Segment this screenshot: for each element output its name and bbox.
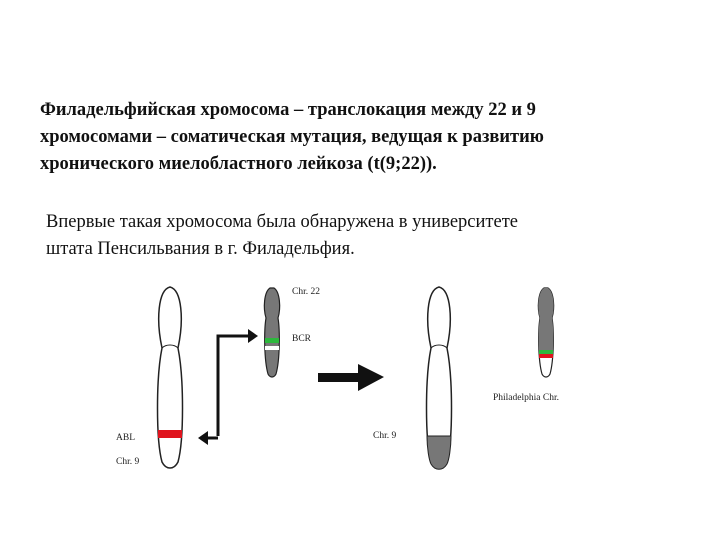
philadelphia-chromosome	[538, 288, 553, 377]
abl-label: ABL	[116, 433, 135, 443]
heading-line-3: хронического миелобластного лейкоза (t(9;22)).	[40, 154, 437, 174]
philadelphia-label: Philadelphia Chr.	[493, 393, 559, 403]
exchange-connector	[198, 329, 258, 445]
derivative-chromosome-9	[427, 287, 452, 469]
bcr-label: BCR	[292, 334, 312, 344]
chromosome-22	[264, 288, 279, 377]
abl-band	[158, 430, 182, 438]
discovery-line-2: штата Пенсильвания в г. Филадельфия.	[46, 239, 355, 259]
chromosome-9	[158, 287, 183, 468]
chr22-label: Chr. 22	[292, 287, 320, 297]
discovery-line-1: Впервые такая хромосома была обнаружена в университете	[46, 212, 519, 232]
heading-line-2: хромосомами – соматическая мутация, ведущая к развитию	[40, 127, 544, 147]
bcr-band	[265, 338, 279, 343]
heading-line-1: Филадельфийская хромосома – транслокация между 22 и 9	[40, 100, 536, 120]
big-arrow-icon	[318, 364, 384, 391]
chr9-label: Chr. 9	[116, 457, 140, 467]
chr9-result-label: Chr. 9	[373, 431, 397, 441]
